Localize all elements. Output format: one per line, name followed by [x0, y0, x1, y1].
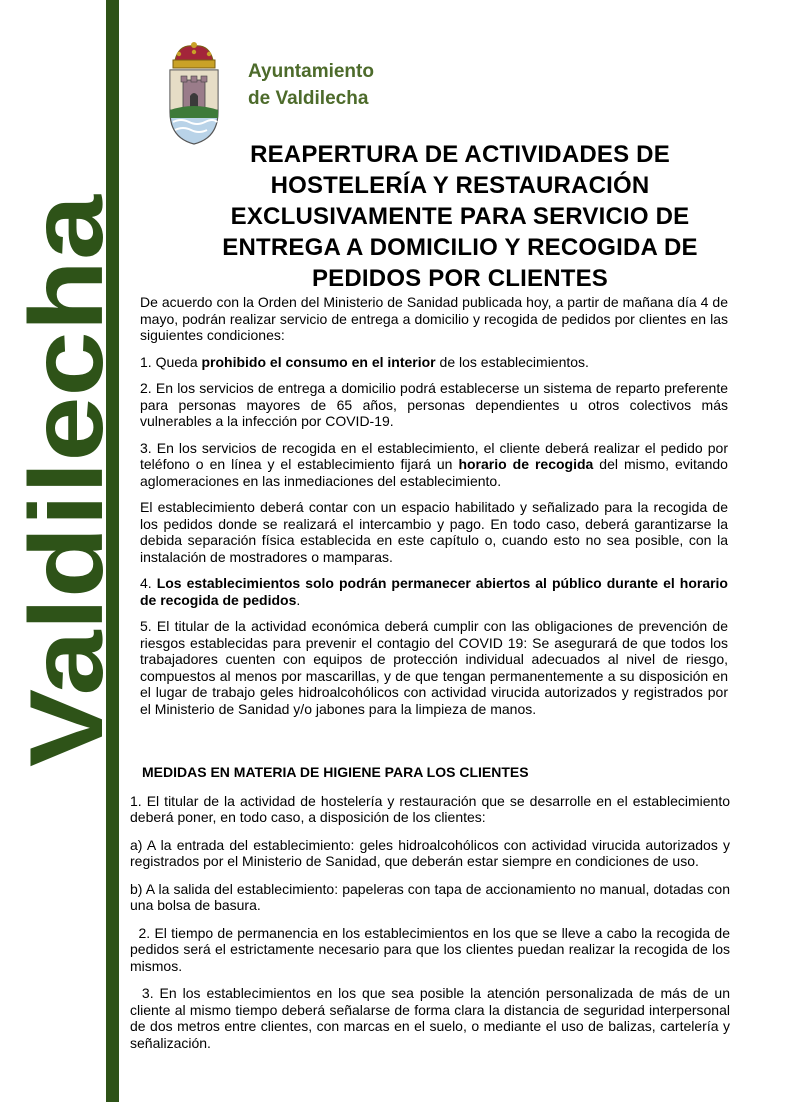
- title-line: EXCLUSIVAMENTE PARA SERVICIO DE: [230, 203, 690, 230]
- condition-4: 4. Los establecimientos solo podrán permanecer abiertos al público durante el horario de recogida de pedidos.: [140, 575, 728, 608]
- title-line: PEDIDOS POR CLIENTES: [311, 265, 609, 292]
- conditions-section: [140, 294, 728, 727]
- title-line: HOSTELERÍA Y RESTAURACIÓN: [270, 172, 650, 199]
- condition-3: 3. En los servicios de recogida en el establecimiento, el cliente deberá realizar el pedido por teléfono o en línea y el establecimiento fijará un horario de recogida del mismo, evitando aglomeraciones en las inmediaciones del establecimiento.: [140, 439, 728, 489]
- hygiene-measures-section: [130, 764, 734, 1062]
- title-line: REAPERTURA DE ACTIVIDADES DE: [250, 141, 670, 168]
- measure-3: 3. En los establecimientos en los que sea posible la atención personalizada de más de un cliente al mismo tiempo deberá señalarse de forma clara la distancia de seguridad interpersonal de dos metros entre clientes, con marcas en el suelo, o mediante el uso de balizas, cartelería y señalización.: [130, 985, 734, 1051]
- measure-2: 2. El tiempo de permanencia en los establecimientos en los que se lleve a cabo la recogida de pedidos será el estrictamente necesario para que los clientes puedan realizar la recogida de los mismos.: [130, 924, 734, 974]
- measure-1a: a) A la entrada del establecimiento: geles hidroalcohólicos con actividad virucida autorizados y registrados por el Ministerio de Sanidad, que deberán estar siempre en condiciones de uso.: [130, 836, 730, 869]
- side-banner-svg: [9, 195, 125, 775]
- side-banner-text: [9, 195, 125, 775]
- intro-paragraph: De acuerdo con la Orden del Ministerio de Sanidad publicada hoy, a partir de mañana día 4 de mayo, podrán realizar servicio de entrega a domicilio y recogida de pedidos por clientes en las siguientes condiciones:: [140, 294, 728, 343]
- condition-3-detail: El establecimiento deberá contar con un espacio habilitado y señalizado para la recogida de los pedidos donde se realizará el intercambio y pago. En todo caso, deberá garantizarse la debida separación física establecida en este capítulo o, cuando esto no sea posible, con la instalación de mostradores o mamparas.: [140, 499, 728, 565]
- title-line: ENTREGA A DOMICILIO Y RECOGIDA DE: [222, 234, 698, 261]
- org-line-2: de Valdilecha: [248, 88, 369, 109]
- municipality-name: [248, 58, 374, 112]
- org-line-1: Ayuntamiento: [248, 61, 374, 82]
- condition-5: 5. El titular de la actividad económica deberá cumplir con las obligaciones de prevención de riesgos establecidas para prevenir el contagio del COVID 19: Se asegurará de que todos los trabajadores cuenten con equipos de protección individual adecuados al nivel de riesgo, compuestos al menos por mascarillas, y de que tengan permanentemente a su disposición en el lugar de trabajo geles hidroalcohólicos con actividad virucida autorizados y registrados por el Ministerio de Sanidad y/o jabones para la limpieza de manos.: [140, 618, 728, 717]
- measure-1b: b) A la salida del establecimiento: papeleras con tapa de accionamiento no manual, dotadas con una bolsa de basura.: [130, 880, 730, 913]
- green-vertical-bar: [106, 0, 119, 1102]
- side-banner-word: Valdilecha: [9, 258, 125, 767]
- section-heading: MEDIDAS EN MATERIA DE HIGIENE PARA LOS CLIENTES: [142, 764, 529, 780]
- coat-of-arms-icon: [165, 42, 223, 146]
- condition-1: 1. Queda prohibido el consumo en el interior de los establecimientos.: [140, 353, 589, 370]
- condition-2: 2. En los servicios de entrega a domicilio podrá establecerse un sistema de reparto preferente para personas mayores de 65 años, personas dependientes u otros colectivos más vulnerables a la infección por COVID-19.: [140, 380, 728, 429]
- measure-1: 1. El titular de la actividad de hostelería y restauración que se desarrolle en el establecimiento deberá poner, en todo caso, a disposición de los clientes:: [130, 792, 730, 825]
- document-title: [140, 139, 780, 294]
